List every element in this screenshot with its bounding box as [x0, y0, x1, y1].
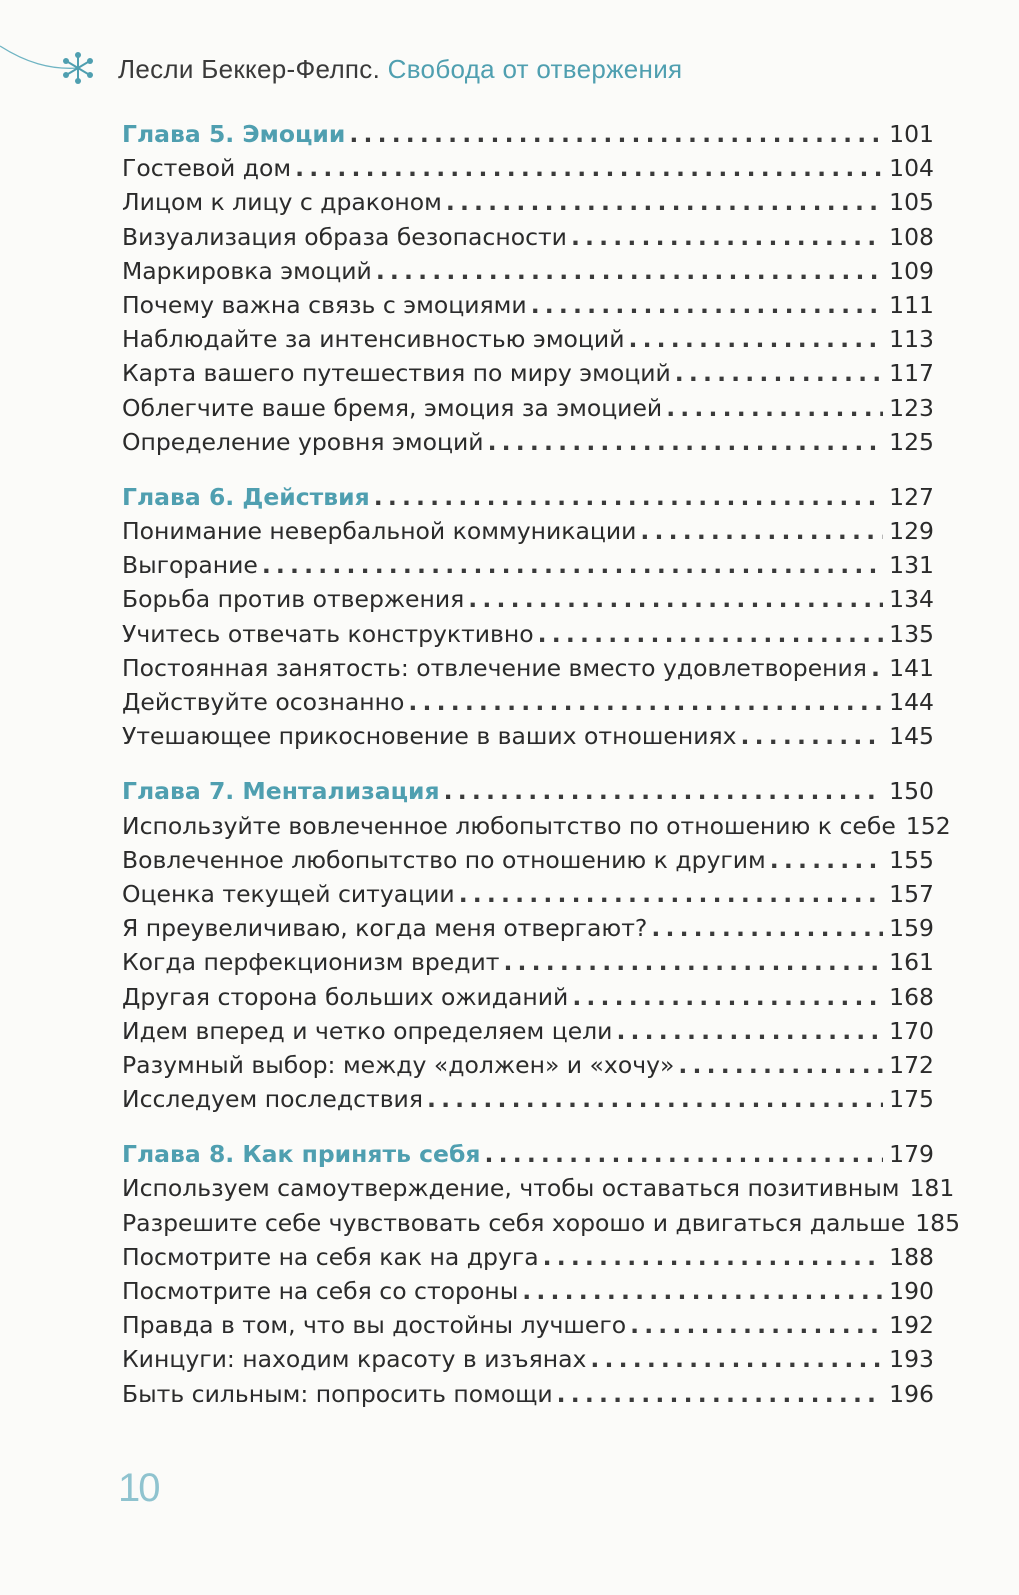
toc-entry-page: 170 [889, 1016, 934, 1045]
toc-entry [122, 185, 934, 219]
toc-entry [122, 945, 934, 979]
asterisk-flourish-icon [0, 34, 130, 104]
dot-leader [675, 356, 883, 390]
toc-entry-page: 117 [889, 359, 934, 388]
toc-entry [122, 425, 934, 459]
toc-entry-title: Используем самоутверждение, чтобы оставаться позитивным [122, 1174, 900, 1203]
toc-entry [122, 548, 934, 582]
dot-leader [557, 1377, 883, 1411]
toc-entry-title: Когда перфекционизм вредит [122, 948, 500, 977]
header-author: Лесли Беккер-Фелпс. [118, 54, 381, 84]
dot-leader [543, 1240, 884, 1274]
toc-entry-title: Наблюдайте за интенсивностью эмоций [122, 325, 625, 354]
toc-entry [122, 911, 934, 945]
dot-leader [651, 911, 883, 945]
dot-leader [408, 685, 883, 719]
dot-leader [488, 425, 884, 459]
toc-entry-page: 125 [889, 427, 934, 456]
toc-entry-page: 123 [889, 393, 934, 422]
toc-entry [122, 151, 934, 185]
dot-leader [531, 288, 883, 322]
toc-entry [122, 1240, 934, 1274]
toc-entry [122, 1342, 934, 1376]
dot-leader [741, 719, 884, 753]
toc-entry-page: 141 [889, 653, 934, 682]
toc-entry-title: Действуйте осознанно [122, 688, 405, 716]
toc-chapter-page: 179 [889, 1140, 934, 1169]
toc-entry-page: 185 [915, 1208, 961, 1237]
toc-entry-page: 108 [889, 222, 934, 251]
toc-entry-title: Я преувеличиваю, когда меня отвергают? [122, 914, 648, 943]
toc-entry-page: 113 [889, 325, 934, 354]
toc-entry [122, 1206, 961, 1240]
toc-entry-title: Карта вашего путешествия по миру эмоций [122, 359, 671, 388]
toc-entry-title: Быть сильным: попросить помощи [122, 1379, 553, 1408]
toc-entry [122, 1274, 934, 1308]
toc-entry-page: 144 [889, 688, 934, 716]
toc-entry-title: Оценка текущей ситуации [122, 879, 455, 908]
dot-leader [666, 391, 883, 425]
toc-entry-page: 159 [889, 914, 934, 943]
dot-leader [376, 254, 883, 288]
toc-entry [122, 356, 934, 390]
toc-entry-page: 168 [889, 982, 934, 1011]
dot-leader [538, 617, 883, 651]
toc-entry [122, 288, 934, 322]
toc-entry [122, 980, 934, 1014]
toc-chapter-section [122, 1137, 961, 1411]
toc-entry-title: Определение уровня эмоций [122, 427, 484, 456]
toc-entry-page: 188 [889, 1242, 934, 1271]
toc-entry-title: Разумный выбор: между «должен» и «хочу» [122, 1050, 675, 1079]
dot-leader [468, 582, 883, 616]
toc-entry-title: Правда в том, что вы достойны лучшего [122, 1311, 627, 1340]
toc-entry-page: 134 [889, 585, 934, 614]
toc-entry-page: 175 [889, 1085, 934, 1114]
toc-entry-page: 152 [905, 811, 951, 840]
toc-entry-title: Почему важна связь с эмоциями [122, 290, 527, 319]
toc-entry-title: Маркировка эмоций [122, 256, 372, 285]
toc-entry-page: 109 [889, 256, 934, 285]
toc-entry [122, 322, 934, 356]
toc-entry [122, 1048, 934, 1082]
toc-entry-title: Понимание невербальной коммуникации [122, 517, 637, 546]
toc-entry-title: Исследуем последствия [122, 1085, 423, 1114]
toc-entry-page: 161 [889, 948, 934, 977]
toc-entry-title: Вовлеченное любопытство по отношению к другим [122, 845, 766, 874]
toc-entry-title: Разрешите себе чувствовать себя хорошо и двигаться дальше [122, 1208, 906, 1237]
toc-entry [122, 719, 934, 753]
header-book-title: Свобода от отвержения [387, 54, 683, 84]
toc-entry [122, 843, 934, 877]
toc-entry [122, 254, 934, 288]
toc-entry-page: 155 [889, 845, 934, 874]
toc-entry [122, 685, 934, 719]
toc-entry-page: 111 [889, 290, 934, 319]
toc-chapter-section [122, 117, 934, 459]
dot-leader [571, 220, 883, 254]
toc-entry-title: Кинцуги: находим красоту в изъянах [122, 1345, 587, 1374]
toc-entry-title: Облегчите ваше бремя, эмоция за эмоцией [122, 393, 663, 422]
page-number: 10 [118, 1466, 159, 1510]
toc-entry [122, 220, 934, 254]
toc-chapter-section [122, 774, 951, 1116]
dot-leader [770, 843, 883, 877]
dot-leader [295, 151, 883, 185]
toc-entry-title: Учитесь отвечать конструктивно [122, 619, 534, 648]
toc-chapter-section [122, 480, 934, 754]
dot-leader [630, 1308, 883, 1342]
toc-entry-title: Посмотрите на себя как на друга [122, 1242, 539, 1271]
toc-entry-title: Борьба против отвержения [122, 585, 465, 614]
table-of-contents [122, 117, 961, 1432]
toc-entry [122, 651, 934, 685]
toc-entry [122, 1308, 934, 1342]
toc-entry [122, 514, 934, 548]
toc-entry-page: 129 [889, 517, 934, 546]
dot-leader [678, 1048, 883, 1082]
toc-entry-title: Постоянная занятость: отвлечение вместо удовлетворения [122, 653, 867, 682]
toc-chapter [122, 480, 934, 514]
toc-entry [122, 391, 934, 425]
dot-leader [459, 877, 883, 911]
dot-leader [628, 322, 883, 356]
toc-entry [122, 1377, 934, 1411]
dot-leader [871, 651, 883, 685]
header-title [118, 54, 682, 85]
toc-chapter-page: 101 [889, 120, 934, 148]
toc-entry-title: Гостевой дом [122, 154, 292, 183]
toc-chapter-title: Глава 7. Ментализация [122, 777, 440, 806]
toc-entry-page: 196 [889, 1379, 934, 1408]
toc-entry [122, 1014, 934, 1048]
dot-leader [590, 1342, 883, 1376]
toc-entry-page: 192 [889, 1311, 934, 1340]
toc-entry-title: Выгорание [122, 551, 258, 580]
toc-chapter-title: Глава 5. Эмоции [122, 120, 346, 148]
toc-chapter-title: Глава 8. Как принять себя [122, 1140, 481, 1169]
toc-entry-title: Идем вперед и четко определяем цели [122, 1016, 613, 1045]
dot-leader [616, 1014, 883, 1048]
toc-entry [122, 617, 934, 651]
toc-entry-page: 181 [909, 1174, 955, 1203]
dot-leader [572, 980, 883, 1014]
toc-entry-title: Визуализация образа безопасности [122, 222, 567, 251]
toc-entry-page: 193 [889, 1345, 934, 1374]
toc-entry [122, 1171, 955, 1205]
toc-entry-page: 104 [889, 154, 934, 183]
toc-chapter-title: Глава 6. Действия [122, 482, 370, 511]
toc-entry-page: 157 [889, 879, 934, 908]
toc-entry-page: 131 [889, 551, 934, 580]
dot-leader [349, 117, 883, 151]
toc-entry [122, 582, 934, 616]
dot-leader [640, 514, 883, 548]
toc-chapter-page: 127 [889, 482, 934, 511]
toc-chapter-page: 150 [889, 777, 934, 806]
toc-entry-title: Используйте вовлеченное любопытство по отношению к себе [122, 811, 896, 840]
toc-entry-page: 190 [889, 1277, 934, 1305]
toc-entry [122, 1082, 934, 1116]
toc-entry [122, 809, 951, 843]
dot-leader [427, 1082, 883, 1116]
toc-entry-page: 145 [889, 722, 934, 751]
toc-chapter [122, 774, 934, 808]
toc-entry-page: 135 [889, 619, 934, 648]
dot-leader [446, 185, 883, 219]
dot-leader [485, 1137, 884, 1171]
toc-chapter [122, 117, 934, 151]
toc-entry-title: Утешающее прикосновение в ваших отношениях [122, 722, 737, 751]
toc-entry [122, 877, 934, 911]
toc-entry-title: Лицом к лицу с драконом [122, 188, 442, 217]
toc-entry-title: Другая сторона больших ожиданий [122, 982, 569, 1011]
dot-leader [503, 945, 883, 979]
toc-chapter [122, 1137, 934, 1171]
toc-entry-page: 172 [889, 1050, 934, 1079]
dot-leader [444, 774, 884, 808]
toc-entry-page: 105 [889, 188, 934, 217]
toc-entry-title: Посмотрите на себя со стороны [122, 1277, 519, 1305]
dot-leader [522, 1274, 883, 1308]
dot-leader [374, 480, 883, 514]
dot-leader [262, 548, 883, 582]
